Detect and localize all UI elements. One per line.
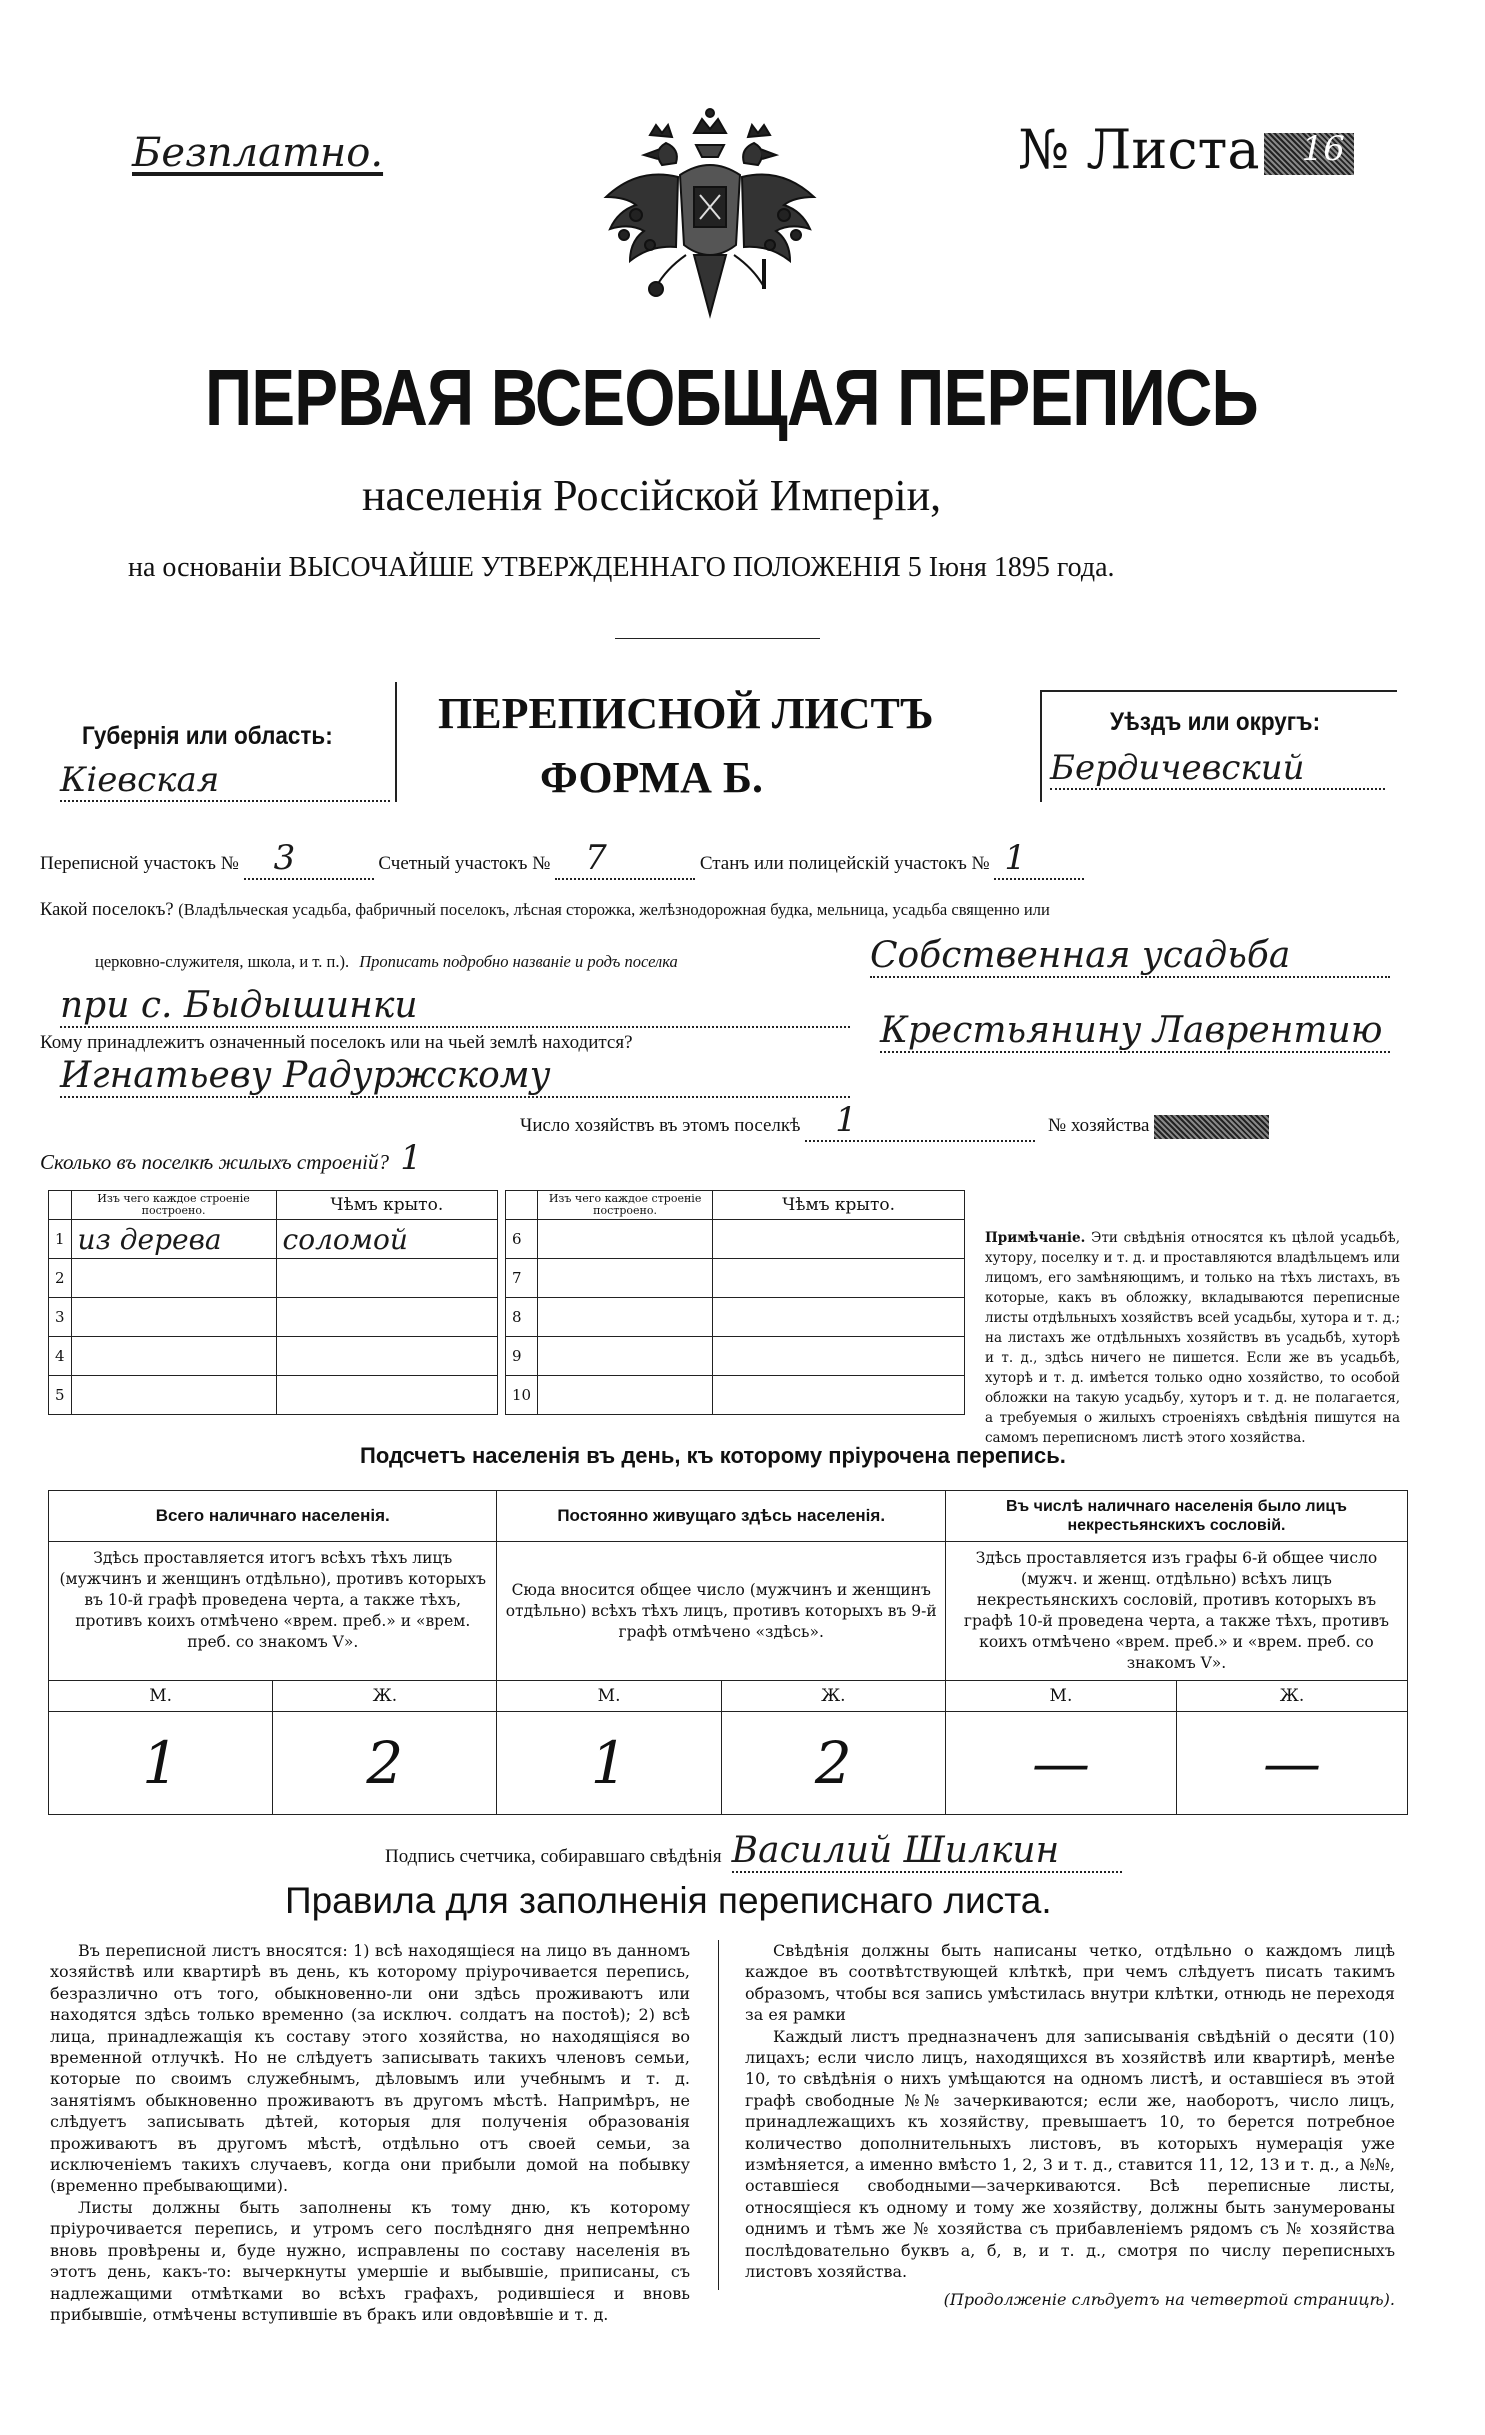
table-row [506,1259,965,1298]
material-cell [538,1220,713,1259]
buildings-row [40,1138,422,1178]
roof-cell [276,1376,497,1415]
signature-value: Василий Шилкин [732,1830,1122,1873]
material-cell [538,1376,713,1415]
census-district-value: 3 [244,838,374,880]
census-district-row [40,838,1084,880]
roof-cell [713,1298,965,1337]
province-value: Кiевская [60,760,390,802]
resident-female-value: 2 [721,1712,945,1815]
row-number: 8 [506,1298,538,1337]
buildings-label: Сколько въ поселкѣ жилыхъ строеній? [40,1150,389,1174]
nonpeasant-female-value: — [1176,1712,1407,1815]
table-row [506,1376,965,1415]
table-row [49,1220,498,1259]
total-male-value: 1 [49,1712,273,1815]
resident-male-value: 1 [497,1712,721,1815]
rules-title: Правила для заполненія переписнаго листа. [285,1880,1052,1921]
col-roof-header: Чѣмъ крыто. [276,1191,497,1220]
total-female-value: 2 [273,1712,497,1815]
sheet-title: ПЕРЕПИСНОЙ ЛИСТЪ [438,689,934,738]
legal-basis: на основаніи ВЫСОЧАЙШЕ УТВЕРЖДЕННАГО ПОЛОЖЕНІЯ 5 Іюня 1895 года. [128,552,1115,583]
province-box-frame [395,682,397,802]
note-text: Эти свѣдѣнія относятся къ цѣлой усадьбѣ, хутору, поселку и т. д. и проставляются владѣльцемъ или лицомъ, его замѣняющимъ, и только на тѣхъ листахъ, въ которые, какъ въ обложку, вкладываются переписные листы отдѣльныхъ хозяйствъ всей усадьбы, хутора и т. д.; на листахъ же отдѣльныхъ хозяйствъ въ усадьбѣ, хуторѣ и т. д., здѣсь ничего не пишется. Если же въ усадьбѣ, хуторѣ и т. д. имѣется только одно хозяйство, то особой обложки на такую усадьбу, хуторъ и т. д. не полагается, а требуемыя о жилыхъ строеніяхъ свѣдѣнія пишутся на самомъ переписномъ листѣ этого хозяйства. [985,1230,1400,1446]
sheet-number-stamp [1264,129,1354,175]
roof-cell [276,1259,497,1298]
signature-row [385,1830,1122,1873]
col2-header: Постоянно живущаго здѣсь населенія. [497,1491,945,1542]
population-title: Подсчетъ населенія въ день, къ которому пріурочена перепись. [360,1443,1066,1468]
sheet-number-value: 16 [1301,129,1345,169]
page-subtitle: населенія Россійской Имперіи, [362,471,942,520]
rules-left-paragraph-2: Листы должны быть заполнены къ тому дню, къ которому пріурочивается перепись, и утромъ сего послѣдняго дня непремѣнно вновь провѣрены и, буде нужно, исправлены по составу населенія въ этотъ день, какъ-то: вычеркнуты умершіе и выбывшіе, приписаны, съ надлежащими отмѣтками во всѣхъ графахъ, родившіеся и вновь прибывшіе, отмѣчены вступившіе въ бракъ или овдовѣвшіе и т. д. [50,2197,690,2324]
roof-cell: соломой [276,1220,497,1259]
counting-district-value: 7 [555,838,695,880]
roof-cell [713,1337,965,1376]
free-label: Безплатно. [132,130,384,176]
row-number: 10 [506,1376,538,1415]
female-label: Ж. [273,1681,497,1712]
owner-value-2: Игнатьеву Радуржскому [60,1055,850,1098]
row-number: 3 [49,1298,72,1337]
buildings-note [985,1228,1400,1448]
row-number: 2 [49,1259,72,1298]
material-cell [71,1259,276,1298]
owner-value-1: Крестьянину Лаврентию [880,1010,1390,1053]
rules-left-column [50,1940,690,2325]
row-number: 7 [506,1259,538,1298]
material-cell [71,1298,276,1337]
material-cell [71,1376,276,1415]
counting-district-label: Счетный участокъ № [378,853,551,874]
rules-right-paragraph-2: Каждый листъ предназначенъ для записыванія свѣдѣній о десяти (10) лицахъ; если число лицъ, находящихся въ хозяйствѣ или квартирѣ, менѣе 10, то свѣдѣнія о нихъ умѣщаются на одномъ листѣ, и оставшіеся въ этой графѣ свободные №№ зачеркиваются; если же, наоборотъ, число лицъ, принадлежащихъ къ хозяйству, превышаетъ 10, то берется потребное количество дополнительныхъ листовъ, въ которыхъ нумерація уже измѣняется, а именно вмѣсто 1, 2, 3 и т. д., ставится 11, 12, 13 и т. д., а №№, оставшіеся свободными—зачеркиваются. Всѣ переписные листы, относящіеся къ одному и тому же хозяйству, должны быть занумерованы однимъ и тѣмъ же № хозяйства съ прибавленіемъ рядомъ съ № хозяйства послѣдовательно буквъ а, б, в, и т. д., смотря по числу переписныхъ листовъ хозяйства. [745,2026,1395,2282]
signature-label: Подпись счетчика, собиравшаго свѣдѣнія [385,1846,722,1867]
material-cell [71,1337,276,1376]
row-number: 4 [49,1337,72,1376]
roof-cell [713,1259,965,1298]
form-name: ФОРМА Б. [540,753,763,802]
sheet-number-label: № Листа [1018,118,1260,181]
police-district-label: Станъ или полицейскій участокъ № [699,853,990,874]
material-cell [538,1259,713,1298]
row-number: 5 [49,1376,72,1415]
roof-cell [713,1376,965,1415]
sheet-number [1018,118,1354,181]
households-label: Число хозяйствъ въ этомъ поселкѣ [520,1115,801,1136]
settlement-question-label: Какой поселокъ? [40,900,174,920]
col-roof-header: Чѣмъ крыто. [713,1191,965,1220]
settlement-question [40,900,1050,921]
population-table [48,1490,1408,1815]
col3-description: Здѣсь проставляется изъ графы 6-й общее число (мужч. и женщ. отдѣльно) всѣхъ лицъ некрестьянскихъ сословій, противъ которыхъ въ графѣ 10-й проведена черта, а также тѣхъ, противъ коихъ отмѣчено «врем. преб.» и «врем. преб. со знакомъ V». [945,1542,1407,1681]
household-number-stamp [1154,1115,1269,1139]
male-label: М. [497,1681,721,1712]
roof-cell [713,1220,965,1259]
district-label: Уѣздъ или округъ: [1110,708,1321,736]
female-label: Ж. [721,1681,945,1712]
page-title: ПЕРВАЯ ВСЕОБЩАЯ ПЕРЕПИСЬ [205,353,1258,442]
row-number: 6 [506,1220,538,1259]
settlement-question-instruction: Прописать подробно названіе и родъ поселка [359,952,678,971]
household-number-label: № хозяйства [1047,1115,1150,1136]
title-divider [615,638,820,639]
table-row [506,1220,965,1259]
settlement-question-hint2: церковно-служителя, школа, и т. п.). [95,952,350,971]
col1-header: Всего наличнаго населенія. [49,1491,497,1542]
row-number: 1 [49,1220,72,1259]
buildings-table-left [48,1190,498,1415]
rules-left-paragraph-1: Въ переписной листъ вносятся: 1) всѣ находящіеся на лицо въ данномъ хозяйствѣ или квартирѣ въ день, къ которому пріурочивается перепись, безразлично отъ того, обыкновенно-ли они здѣсь проживаютъ или находятся здѣсь только временно (за исключ. солдатъ на постоѣ); 2) всѣ лица, принадлежащія къ составу этого хозяйства, но находящіяся во временной отлучкѣ. Но не слѣдуетъ записывать такихъ членовъ семьи, которые по своимъ служебнымъ, дѣловымъ или учебнымъ и т. д. занятіямъ обыкновенно проживаютъ въ другомъ мѣстѣ. Напримѣръ, не слѣдуетъ записывать дѣтей, которыя для полученія образованія проживаютъ въ другомъ мѣстѣ, отдѣльно отъ своей семьи, за исключеніемъ такихъ случаевъ, когда они прибыли домой на побывку (временно пребывающими). [50,1941,690,2196]
table-row [49,1298,498,1337]
table-row [506,1337,965,1376]
table-row [49,1376,498,1415]
table-row [49,1337,498,1376]
coat-of-arms-emblem [590,105,830,335]
col-material-header: Изъ чего каждое строеніе построено. [538,1191,713,1220]
households-row [520,1100,1269,1142]
col2-description: Сюда вносится общее число (мужчинъ и женщинъ отдѣльно) всѣхъ тѣхъ лицъ, противъ которыхъ въ 9-й графѣ отмѣчено «здѣсь». [497,1542,945,1681]
nonpeasant-male-value: — [945,1712,1176,1815]
settlement-value-1: Собственная усадьба [870,935,1390,978]
col3-header: Въ числѣ наличнаго населенія было лицъ некрестьянскихъ сословій. [945,1491,1407,1542]
rules-continued-note: (Продолженіе слѣдуетъ на четвертой страницѣ). [943,2289,1395,2309]
col1-description: Здѣсь проставляется итогъ всѣхъ тѣхъ лицъ (мужчинъ и женщинъ отдѣльно), противъ которыхъ въ 10-й графѣ проведена черта, а также тѣхъ, противъ коихъ отмѣчено «врем. преб.» и «врем. преб. со знакомъ V». [49,1542,497,1681]
female-label: Ж. [1176,1681,1407,1712]
row-number: 9 [506,1337,538,1376]
buildings-table-right [505,1190,965,1415]
col-material-header: Изъ чего каждое строеніе построено. [71,1191,276,1220]
rules-right-column [745,1940,1395,2310]
settlement-question-line2 [95,952,678,972]
district-value: Бердичевский [1050,748,1385,790]
material-cell: из дерева [71,1220,276,1259]
roof-cell [276,1337,497,1376]
material-cell [538,1298,713,1337]
owner-label: Кому принадлежитъ означенный поселокъ или на чьей землѣ находится? [40,1032,633,1053]
rules-right-paragraph-1: Свѣдѣнія должны быть написаны четко, отдѣльно о каждомъ лицѣ каждое въ соотвѣтствующей клѣткѣ, при чемъ слѣдуетъ писать такимъ образомъ, чтобы вся запись умѣстилась внутри клѣтки, отнюдь не переходя за ея рамки [745,1941,1395,2025]
rules-column-divider [718,1940,719,2290]
province-label: Губернія или область: [82,722,333,750]
settlement-question-hint: (Владѣльческая усадьба, фабричный поселокъ, лѣсная сторожка, желѣзнодорожная будка, мельница, усадьба священно или [178,900,1050,919]
buildings-value: 1 [400,1138,422,1178]
settlement-value-2: при с. Быдышинки [60,985,850,1028]
roof-cell [276,1298,497,1337]
material-cell [538,1337,713,1376]
households-value: 1 [805,1100,1035,1142]
table-row [506,1298,965,1337]
police-district-value: 1 [994,838,1084,880]
census-district-label: Переписной участокъ № [40,853,239,874]
table-row [49,1259,498,1298]
note-label: Примѣчаніе. [985,1230,1086,1246]
male-label: М. [945,1681,1176,1712]
male-label: М. [49,1681,273,1712]
